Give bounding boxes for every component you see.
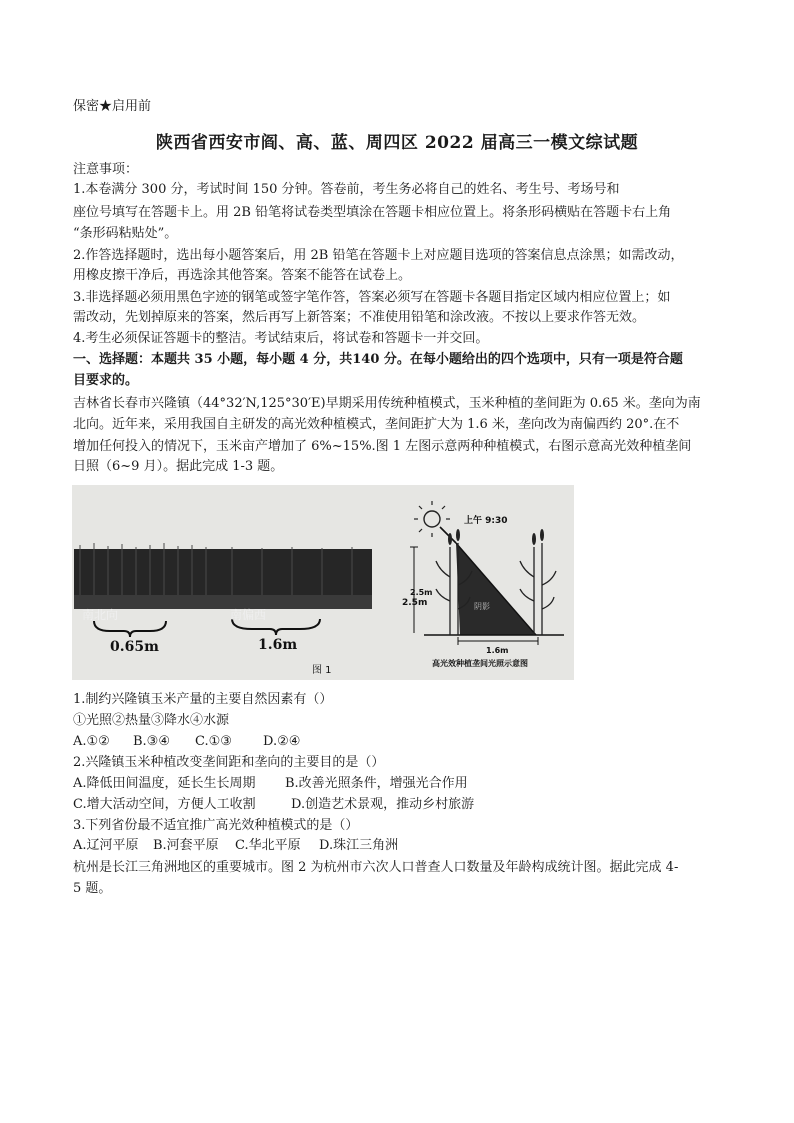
option[interactable]: C.增大活动空间，方便人工收割 <box>73 797 256 812</box>
option[interactable]: A.降低田间温度，延长生长周期 <box>73 776 256 791</box>
question-options <box>73 836 398 856</box>
question-stem: 1.制约兴隆镇玉米产量的主要自然因素有（） <box>73 692 333 707</box>
notice-heading: 注意事项： <box>73 162 139 177</box>
passage-line: 杭州是长江三角洲地区的重要城市。图 2 为杭州市六次人口普查人口数量及年龄构成统计图。据此完成 4- <box>73 860 679 875</box>
option[interactable]: A.①② <box>73 734 110 749</box>
question-options <box>73 795 474 815</box>
notice-line: 1.本卷满分 300 分，考试时间 150 分钟。答卷前，考生务必将自己的姓名、考生号、考场号和 <box>73 182 620 197</box>
question-stem: 2.兴隆镇玉米种植改变垄间距和垄向的主要目的是（） <box>73 755 385 770</box>
row-spacing-label: 1.6m <box>486 646 509 655</box>
option[interactable]: A.辽河平原 <box>73 838 139 853</box>
notice-line: 4.考生必须保证答题卡的整洁。考试结束后，将试卷和答题卡一并交回。 <box>73 331 489 346</box>
row-label-ns: 南北向 <box>82 608 119 622</box>
notice-line: 3.非选择题必须用黑色字迹的钢笔或签字笔作答，答案必须写在答题卡各题目指定区域内相应位置上；如 <box>73 290 671 305</box>
right-diagram-caption: 高光效种植垄间光照示意图 <box>432 659 528 668</box>
row-label-sw: 南偏西 <box>230 608 267 622</box>
notice-line: 座位号填写在答题卡上。用 2B 铅笔将试卷类型填涂在答题卡相应位置上。将条形码横贴在答题卡右上角 <box>73 205 672 220</box>
option[interactable]: D.珠江三角洲 <box>319 838 399 853</box>
passage-line: 增加任何投入的情况下，玉米亩产增加了 6%~15%.图 1 左图示意两种种植模式，右图示意高光效种植垄间 <box>73 439 692 454</box>
option[interactable]: C.华北平原 <box>235 838 301 853</box>
option[interactable]: B.河套平原 <box>153 838 219 853</box>
figure-caption: 图 1 <box>312 665 332 676</box>
option[interactable]: D.创造艺术景观，推动乡村旅游 <box>291 797 475 812</box>
notice-line: 需改动，先划掉原来的答案，然后再写上新答案；不准使用铅笔和涂改液。不按以上要求作答无效。 <box>73 310 646 325</box>
passage-line: 吉林省长春市兴隆镇（44°32′N,125°30′E)早期采用传统种植模式，玉米种植的垄间距为 0.65 米。垄向为南 <box>73 396 701 411</box>
notice-line: 用橡皮擦干净后，再选涂其他答案。答案不能答在试卷上。 <box>73 268 412 283</box>
height-label: 2.5m <box>410 588 433 597</box>
time-label: 上午 9:30 <box>464 516 508 526</box>
notice-line: “条形码粘贴处”。 <box>73 226 178 241</box>
passage-line: 5 题。 <box>73 881 112 896</box>
notice-line: 2.作答选择题时，选出每小题答案后，用 2B 铅笔在答题卡上对应题目选项的答案信息点涂黑；如需改动， <box>73 248 684 263</box>
height-label: 2.5m <box>402 598 428 608</box>
option[interactable]: C.①③ <box>195 734 232 749</box>
figure-1 <box>72 485 574 680</box>
question-stem: 3.下列省份最不适宜推广高光效种植模式的是（） <box>73 818 359 833</box>
question-sub: ①光照②热量③降水④水源 <box>73 713 230 728</box>
spacing-label-a: 0.65m <box>110 639 159 655</box>
option[interactable]: D.②④ <box>263 734 301 749</box>
section-heading: 一、选择题：本题共 35 小题，每小题 4 分，共140 分。在每小题给出的四个选项中，只有一项是符合题 <box>73 352 683 367</box>
secret-label: 保密★启用前 <box>73 99 152 114</box>
question-options <box>73 774 468 794</box>
option[interactable]: B.③④ <box>133 734 170 749</box>
page-title: 陕西省西安市阎、高、蓝、周四区 2022 届高三一模文综试题 <box>155 133 639 153</box>
section-heading-cont: 目要求的。 <box>73 373 139 388</box>
shadow-label: 阴影 <box>474 602 490 611</box>
passage-line: 北向。近年来，采用我国自主研发的高光效种植模式，垄间距扩大为 1.6 米，垄向改为南偏西约 20°.在不 <box>73 417 680 432</box>
question-options <box>73 732 300 752</box>
passage-line: 日照（6~9 月）。据此完成 1-3 题。 <box>73 459 284 474</box>
spacing-label-b: 1.6m <box>258 637 298 653</box>
option[interactable]: B.改善光照条件，增强光合作用 <box>285 776 468 791</box>
